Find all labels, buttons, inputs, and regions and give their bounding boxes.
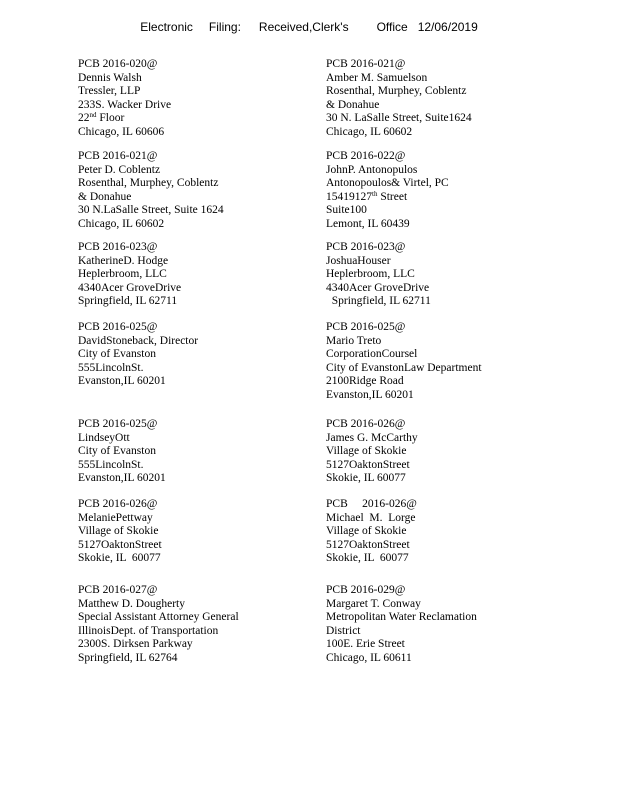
recipient-title: Special Assistant Attorney General xyxy=(78,611,239,624)
case-number: PCB 2016-021@ xyxy=(326,58,406,70)
case-number: PCB 2016-026@ xyxy=(78,498,158,510)
street-line xyxy=(326,191,449,205)
recipient-name: Mario Treto xyxy=(326,334,382,347)
recipient-name: DavidStoneback, Director xyxy=(78,334,199,347)
city-state-zip: Skokie, IL 60077 xyxy=(326,472,406,485)
recipient-name: Michael M. Lorge xyxy=(326,511,416,524)
organization: Rosenthal, Murphey, Coblentz xyxy=(78,177,219,190)
street-address: 30 N.LaSalle Street, Suite 1624 xyxy=(78,204,224,217)
organization: Heplerbroom, LLC xyxy=(326,268,415,281)
city-state-zip: Evanston,IL 60201 xyxy=(78,375,166,388)
service-list-entry xyxy=(326,150,449,232)
city-state-zip: Evanston,IL 60201 xyxy=(78,472,166,485)
header-received-clerks: Received,Clerk's xyxy=(258,20,349,34)
recipient-name: Dennis Walsh xyxy=(78,71,142,84)
service-list-entry xyxy=(78,418,166,486)
organization: Rosenthal, Murphey, Coblentz xyxy=(326,85,467,98)
ordinal-suffix: th xyxy=(372,189,378,198)
case-number: PCB 2016-023@ xyxy=(326,241,406,253)
recipient-name: MelaniePettway xyxy=(78,511,153,524)
organization: City of Evanston xyxy=(78,348,156,361)
street-address: 555LincolnSt. xyxy=(78,458,144,471)
recipient-name: JohnP. Antonopulos xyxy=(326,163,418,176)
service-list-entry xyxy=(78,241,181,309)
service-list-entry xyxy=(78,498,162,566)
floor-number: 22 xyxy=(78,112,90,125)
street-address: 100E. Erie Street xyxy=(326,638,405,651)
organization-cont: & Donahue xyxy=(78,190,132,203)
street-address: 233S. Wacker Drive xyxy=(78,98,172,111)
organization: Tressler, LLP xyxy=(78,85,141,98)
case-number: PCB 2016-026@ xyxy=(326,498,417,510)
street-address: 30 N. LaSalle Street, Suite1624 xyxy=(326,112,472,125)
service-list-entry xyxy=(326,418,418,486)
street-number: 15419127 xyxy=(326,190,372,203)
header-date: 12/06/2019 xyxy=(417,20,478,34)
case-number: PCB 2016-022@ xyxy=(326,150,406,162)
recipient-name: Margaret T. Conway xyxy=(326,597,421,610)
recipient-name: Peter D. Coblentz xyxy=(78,163,161,176)
floor-label: Floor xyxy=(96,112,125,125)
recipient-name: JoshuaHouser xyxy=(326,254,391,267)
city-state-zip: Chicago, IL 60602 xyxy=(78,217,165,230)
organization: Village of Skokie xyxy=(78,525,159,538)
header-electronic: Electronic xyxy=(140,20,193,34)
organization: IllinoisDept. of Transportation xyxy=(78,624,219,637)
city-state-zip: Chicago, IL 60606 xyxy=(78,125,165,138)
organization: City of EvanstonLaw Department xyxy=(326,361,482,374)
recipient-name: Matthew D. Dougherty xyxy=(78,597,185,610)
street-address: 5127OaktonStreet xyxy=(78,538,162,551)
floor-line xyxy=(78,112,171,126)
street-label: Street xyxy=(377,190,408,203)
organization-cont: & Donahue xyxy=(326,98,380,111)
suite: Suite100 xyxy=(326,204,367,217)
recipient-name: KatherineD. Hodge xyxy=(78,254,169,267)
case-number: PCB 2016-027@ xyxy=(78,584,158,596)
service-list-entry xyxy=(326,321,482,403)
organization-cont: District xyxy=(326,624,361,637)
service-list-entry xyxy=(326,498,417,566)
city-state-zip: Skokie, IL 60077 xyxy=(326,552,409,565)
organization: Metropolitan Water Reclamation xyxy=(326,611,477,624)
street-address: 5127OaktonStreet xyxy=(326,458,410,471)
case-number: PCB 2016-029@ xyxy=(326,584,406,596)
case-number: PCB 2016-025@ xyxy=(78,321,158,333)
case-number: PCB 2016-025@ xyxy=(326,321,406,333)
service-list-entry xyxy=(326,584,477,666)
service-list-entry xyxy=(78,321,198,389)
header-filing: Filing: xyxy=(208,20,241,34)
ordinal-suffix: nd xyxy=(89,111,97,120)
recipient-name: LindseyOtt xyxy=(78,431,130,444)
recipient-name: Amber M. Samuelson xyxy=(326,71,428,84)
city-state-zip: Springfield, IL 62711 xyxy=(326,295,431,308)
service-list-entry xyxy=(78,150,224,232)
city-state-zip: Evanston,IL 60201 xyxy=(326,388,414,401)
service-list-entry xyxy=(326,58,472,140)
city-state-zip: Springfield, IL 62764 xyxy=(78,651,178,664)
case-number: PCB 2016-021@ xyxy=(78,150,158,162)
case-number: PCB 2016-025@ xyxy=(78,418,158,430)
street-address: 555LincolnSt. xyxy=(78,361,144,374)
organization: Village of Skokie xyxy=(326,445,407,458)
efiling-header xyxy=(0,20,618,34)
street-address: 4340Acer GroveDrive xyxy=(78,281,182,294)
organization: Village of Skokie xyxy=(326,525,407,538)
street-address: 5127OaktonStreet xyxy=(326,538,410,551)
case-number: PCB 2016-026@ xyxy=(326,418,406,430)
organization: City of Evanston xyxy=(78,445,156,458)
recipient-name: James G. McCarthy xyxy=(326,431,418,444)
organization: Heplerbroom, LLC xyxy=(78,268,167,281)
case-number: PCB 2016-020@ xyxy=(78,58,158,70)
city-state-zip: Skokie, IL 60077 xyxy=(78,552,161,565)
city-state-zip: Chicago, IL 60611 xyxy=(326,651,412,664)
street-address: 4340Acer GroveDrive xyxy=(326,281,430,294)
recipient-title: CorporationCoursel xyxy=(326,348,418,361)
case-number: PCB 2016-023@ xyxy=(78,241,158,253)
street-address: 2100Ridge Road xyxy=(326,375,404,388)
service-list-entry xyxy=(78,584,239,666)
service-list-entry xyxy=(326,241,431,309)
street-address: 2300S. Dirksen Parkway xyxy=(78,638,193,651)
city-state-zip: Springfield, IL 62711 xyxy=(78,295,178,308)
city-state-zip: Chicago, IL 60602 xyxy=(326,125,413,138)
header-office: Office xyxy=(376,20,408,34)
organization: Antonopoulos& Virtel, PC xyxy=(326,177,449,190)
service-list-entry xyxy=(78,58,171,140)
city-state-zip: Lemont, IL 60439 xyxy=(326,217,410,230)
